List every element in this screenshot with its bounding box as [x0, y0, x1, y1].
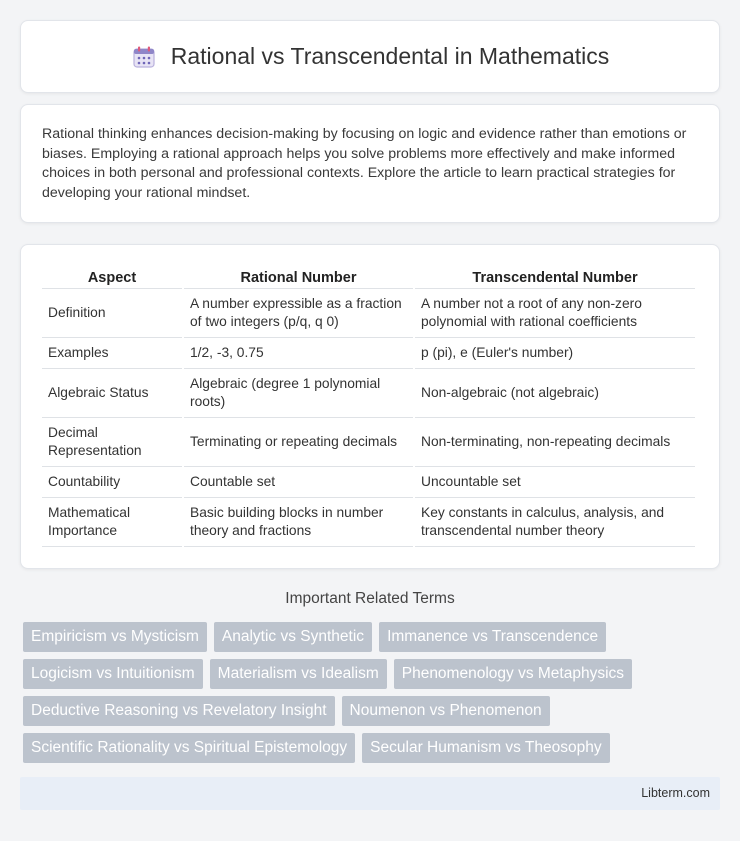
header-transcendental: Transcendental Number	[415, 265, 695, 289]
title-card	[20, 20, 720, 93]
cell-aspect: Decimal Representation	[42, 418, 182, 467]
cell-transcendental: A number not a root of any non-zero polynomial with rational coefficients	[415, 289, 695, 338]
intro-card	[20, 104, 720, 223]
table-row	[42, 418, 695, 467]
table-row	[42, 498, 695, 547]
table-row	[42, 289, 695, 338]
related-term-tag[interactable]: Immanence vs Transcendence	[379, 622, 606, 652]
table-row	[42, 338, 695, 369]
header-rational: Rational Number	[184, 265, 413, 289]
related-term-tag[interactable]: Analytic vs Synthetic	[214, 622, 372, 652]
cell-rational: Countable set	[184, 467, 413, 498]
related-term-tag[interactable]: Empiricism vs Mysticism	[23, 622, 207, 652]
comparison-table-card	[20, 244, 720, 569]
cell-rational: A number expressible as a fraction of two integers (p/q, q 0)	[184, 289, 413, 338]
cell-rational: Algebraic (degree 1 polynomial roots)	[184, 369, 413, 418]
page-title: Rational vs Transcendental in Mathematics	[170, 43, 610, 69]
related-term-tag[interactable]: Deductive Reasoning vs Revelatory Insight	[23, 696, 335, 726]
related-term-tag[interactable]: Secular Humanism vs Theosophy	[362, 733, 609, 763]
cell-transcendental: Non-algebraic (not algebraic)	[415, 369, 695, 418]
cell-aspect: Examples	[42, 338, 182, 369]
table-row	[42, 369, 695, 418]
intro-text: Rational thinking enhances decision-making by focusing on logic and evidence rather than emotions or biases. Employing a rational approach helps you solve problems more effectively and make informed choices in both personal and professional contexts. Explore the article to learn practical strategies for developing your rational mindset.	[42, 126, 687, 201]
cell-transcendental: Key constants in calculus, analysis, and transcendental number theory	[415, 498, 695, 547]
cell-aspect: Mathematical Importance	[42, 498, 182, 547]
related-term-tag[interactable]: Logicism vs Intuitionism	[23, 659, 203, 689]
related-term-tag[interactable]: Phenomenology vs Metaphysics	[394, 659, 632, 689]
cell-aspect: Definition	[42, 289, 182, 338]
cell-transcendental: Non-terminating, non-repeating decimals	[415, 418, 695, 467]
cell-aspect: Algebraic Status	[42, 369, 182, 418]
table-row	[42, 467, 695, 498]
related-terms-list	[23, 622, 723, 763]
cell-rational: Basic building blocks in number theory and fractions	[184, 498, 413, 547]
comparison-table	[40, 265, 697, 547]
cell-rational: Terminating or repeating decimals	[184, 418, 413, 467]
calendar-icon	[131, 44, 157, 70]
cell-aspect: Countability	[42, 467, 182, 498]
related-term-tag[interactable]: Scientific Rationality vs Spiritual Epistemology	[23, 733, 355, 763]
related-term-tag[interactable]: Materialism vs Idealism	[210, 659, 387, 689]
cell-transcendental: Uncountable set	[415, 467, 695, 498]
cell-rational: 1/2, -3, 0.75	[184, 338, 413, 369]
footer	[20, 777, 720, 810]
table-header-row	[42, 265, 695, 289]
cell-transcendental: p (pi), e (Euler's number)	[415, 338, 695, 369]
related-terms-title: Important Related Terms	[285, 590, 455, 607]
footer-site-link[interactable]: Libterm.com	[641, 786, 710, 800]
related-term-tag[interactable]: Noumenon vs Phenomenon	[342, 696, 550, 726]
header-aspect: Aspect	[42, 265, 182, 289]
